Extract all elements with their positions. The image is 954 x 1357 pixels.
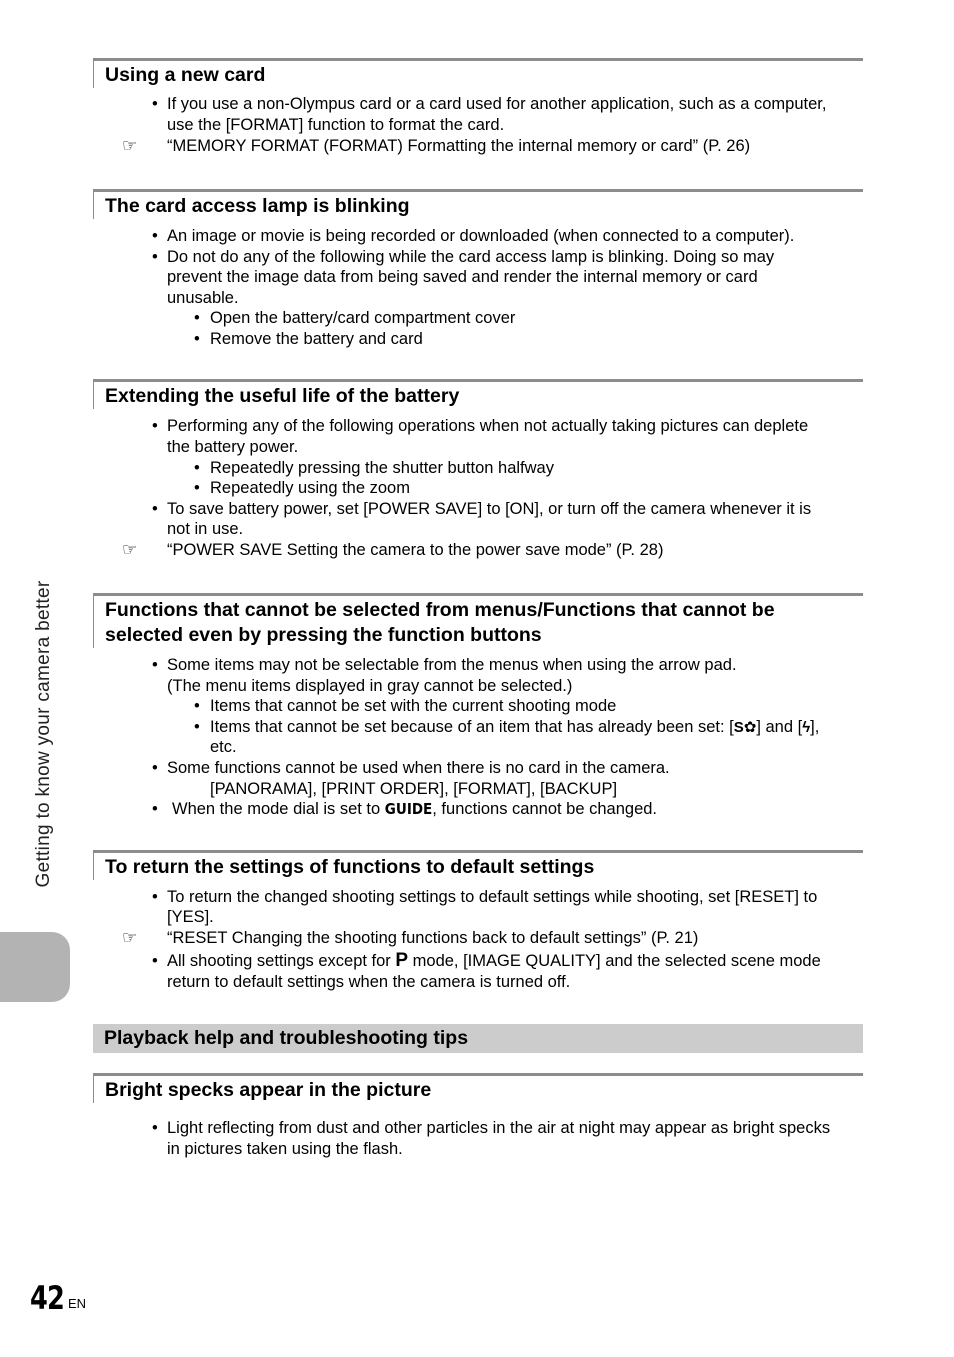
bullet: • [152, 952, 158, 970]
program-mode-icon: P [395, 950, 409, 971]
bullet: • [152, 888, 158, 906]
reference-icon: ☞ [122, 136, 137, 155]
text-line: To save battery power, set [POWER SAVE] to [ON], or turn off the camera whenever it is [167, 500, 812, 518]
section-title: Using a new card [93, 58, 863, 88]
bullet: • [152, 759, 158, 777]
sub-bullet: • [194, 697, 200, 715]
section-title: Playback help and troubleshooting tips [93, 1024, 863, 1053]
section-reset-settings [93, 850, 863, 880]
macro-mode-icon: S✿ [733, 719, 757, 736]
text-line: prevent the image data from being saved and render the internal memory or card [167, 268, 758, 286]
section-title: Extending the useful life of the battery [93, 379, 863, 409]
section-playback-help [93, 1024, 863, 1053]
text-line: use the [FORMAT] function to format the card. [167, 116, 505, 134]
text-line: Do not do any of the following while the card access lamp is blinking. Doing so may [167, 248, 775, 266]
text-line: Remove the battery and card [210, 330, 423, 348]
bullet: • [152, 95, 158, 113]
text-line: (The menu items displayed in gray cannot be selected.) [167, 677, 573, 695]
bullet: • [152, 417, 158, 435]
text-fragment: Items that cannot be set because of an item that has already been set: [ [210, 718, 734, 736]
text-line: not in use. [167, 520, 244, 538]
text-line: in pictures taken using the flash. [167, 1140, 403, 1158]
text-line: return to default settings when the camera is turned off. [167, 973, 571, 991]
guide-mode-icon: GUIDE [384, 800, 433, 818]
text-fragment: ] and [ [756, 718, 803, 736]
reference-text: “MEMORY FORMAT (FORMAT) Formatting the internal memory or card” (P. 26) [167, 137, 751, 155]
text-line: the battery power. [167, 438, 299, 456]
sub-bullet: • [194, 309, 200, 327]
section-card-access-lamp [93, 189, 863, 219]
section-functions [93, 593, 863, 648]
reference-text: “RESET Changing the shooting functions back to default settings” (P. 21) [167, 929, 699, 947]
text-line: If you use a non-Olympus card or a card used for another application, such as a computer, [167, 95, 827, 113]
text-line: [YES]. [167, 908, 214, 926]
section-title-line: Functions that cannot be selected from menus/Functions that cannot be [105, 599, 775, 621]
text-line: etc. [210, 738, 237, 756]
sub-bullet: • [194, 718, 200, 736]
section-bright-specks [93, 1073, 863, 1103]
text-line: To return the changed shooting settings to default settings while shooting, set [RESET] to [167, 888, 818, 906]
section-title: The card access lamp is blinking [93, 189, 863, 219]
bullet: • [152, 656, 158, 674]
text-line: unusable. [167, 289, 239, 307]
text-fragment: , functions cannot be changed. [432, 800, 658, 818]
text-line: Performing any of the following operations when not actually taking pictures can deplete [167, 417, 809, 435]
sub-bullet: • [194, 330, 200, 348]
text-line: Open the battery/card compartment cover [210, 309, 516, 327]
text-line: Some items may not be selectable from the menus when using the arrow pad. [167, 656, 737, 674]
text-fragment: ], [810, 718, 820, 736]
text-line [167, 951, 821, 972]
flash-icon: ϟ [802, 719, 811, 736]
bullet: • [152, 1119, 158, 1137]
bullet: • [152, 500, 158, 518]
page-number: 42 [30, 1279, 65, 1317]
sub-bullet: • [194, 459, 200, 477]
text-line: Items that cannot be set with the current shooting mode [210, 697, 617, 715]
text-line: Repeatedly using the zoom [210, 479, 410, 497]
section-title: To return the settings of functions to default settings [93, 850, 863, 880]
reference-icon: ☞ [122, 540, 137, 559]
page-language: EN [68, 1296, 87, 1311]
bullet: • [152, 800, 158, 818]
text-line [210, 717, 819, 739]
text-line: An image or movie is being recorded or downloaded (when connected to a computer). [167, 227, 795, 245]
section-using-new-card [93, 58, 863, 88]
section-title-line: selected even by pressing the function buttons [105, 624, 542, 646]
text-fragment: When the mode dial is set to [172, 800, 385, 818]
text-line: Light reflecting from dust and other particles in the air at night may appear as bright specks [167, 1119, 831, 1137]
sub-bullet: • [194, 479, 200, 497]
section-title [93, 593, 863, 648]
text-line [172, 799, 657, 820]
section-title: Bright specks appear in the picture [93, 1073, 863, 1103]
text-line: Repeatedly pressing the shutter button halfway [210, 459, 554, 477]
chapter-title: Getting to know your camera better [33, 580, 54, 888]
bullet: • [152, 227, 158, 245]
text-line: Some functions cannot be used when there is no card in the camera. [167, 759, 670, 777]
text-fragment: All shooting settings except for [167, 952, 396, 970]
text-fragment: mode, [IMAGE QUALITY] and the selected scene mode [408, 952, 821, 970]
text-line: [PANORAMA], [PRINT ORDER], [FORMAT], [BACKUP] [210, 780, 618, 798]
section-battery-life [93, 379, 863, 409]
reference-icon: ☞ [122, 928, 137, 947]
bullet: • [152, 248, 158, 266]
reference-text: “POWER SAVE Setting the camera to the power save mode” (P. 28) [167, 541, 664, 559]
chapter-tab [0, 932, 70, 1002]
